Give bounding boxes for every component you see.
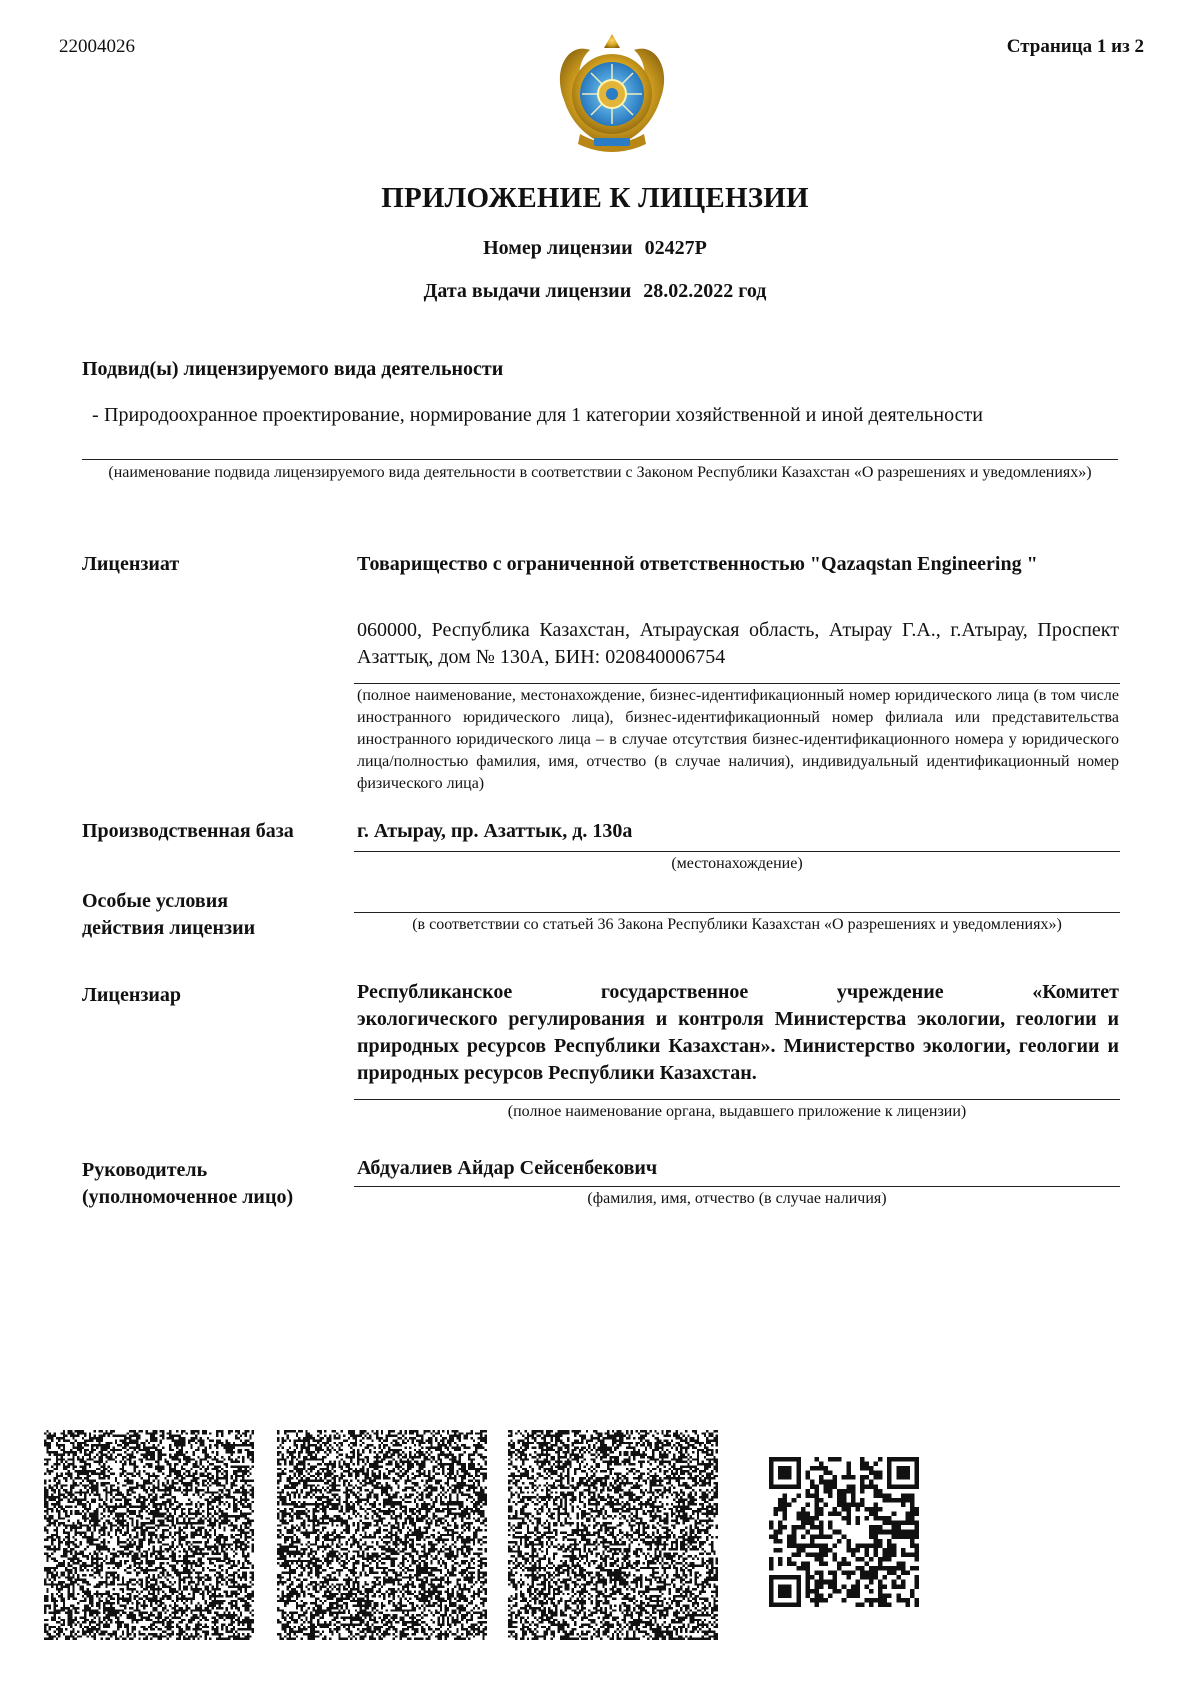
production-base-underline bbox=[354, 851, 1120, 852]
head-label bbox=[82, 1157, 293, 1211]
production-base-label: Производственная база bbox=[82, 820, 294, 842]
licensor-line1: Республиканское государственное учреждение «Комитет bbox=[357, 981, 1119, 1003]
licensee-label: Лицензиат bbox=[82, 553, 180, 575]
qr-code-icon bbox=[769, 1457, 919, 1607]
license-date-label: Дата выдачи лицензии bbox=[423, 280, 632, 302]
subtype-caption: (наименование подвида лицензируемого вида деятельности в соответствии с Законом Республики Казахстан «О разрешениях и уведомлениях») bbox=[108, 464, 1092, 481]
head-label-line1: Руководитель bbox=[82, 1159, 208, 1181]
licensee-address: 060000, Республика Казахстан, Атырауская область, Атырау Г.А., г.Атырау, Проспект Азаттық, дом № 130А, БИН: 020840006754 bbox=[357, 619, 1119, 668]
licensor-caption: (полное наименование органа, выдавшего приложение к лицензии) bbox=[507, 1103, 967, 1120]
kazakhstan-state-emblem-icon bbox=[550, 30, 674, 162]
license-date-row bbox=[0, 280, 1190, 303]
subtype-text: Природоохранное проектирование, нормирование для 1 категории хозяйственной и иной деятельности bbox=[104, 404, 983, 426]
special-conditions-caption: (в соответствии со статьей 36 Закона Республики Казахстан «О разрешениях и уведомлениях») bbox=[412, 916, 1062, 933]
licensee-caption: (полное наименование, местонахождение, бизнес-идентификационный номер юридического лица (в том числе иностранного юридического лица), бизнес-идентификационный номер филиала или представительства иностранного юридического лица – в случае отсутствия бизнес-идентификационного номера у юридического лица/полностью фамилия, имя, отчество (в случае наличия), индивидуальный идентификационный номер физического лица) bbox=[357, 687, 1119, 792]
subtype-dash: - bbox=[92, 404, 99, 426]
production-base-caption: (местонахождение) bbox=[671, 855, 803, 872]
qr-code-icon bbox=[277, 1430, 487, 1640]
special-conditions-underline bbox=[354, 912, 1120, 913]
subtype-heading: Подвид(ы) лицензируемого вида деятельности bbox=[82, 358, 504, 380]
production-base-value: г. Атырау, пр. Азаттык, д. 130а bbox=[357, 820, 633, 842]
license-number-label: Номер лицензии bbox=[483, 237, 633, 259]
document-number: 22004026 bbox=[59, 36, 135, 57]
page-indicator: Страница 1 из 2 bbox=[1006, 36, 1144, 57]
qr-code-icon bbox=[508, 1430, 718, 1640]
head-value: Абдуалиев Айдар Сейсенбекович bbox=[357, 1157, 658, 1179]
licensor-underline bbox=[354, 1099, 1120, 1100]
license-number-row bbox=[0, 237, 1190, 260]
subtype-underline bbox=[82, 459, 1118, 460]
license-number-value: 02427P bbox=[644, 237, 707, 259]
special-conditions-label bbox=[82, 888, 255, 942]
subtype-value bbox=[94, 402, 994, 429]
licensor-rest: экологического регулирования и контроля Министерства экологии, геологии и природных ресурсов Республики Казахстан». Министерство экологии, геологии и природных ресурсов Республики Казахстан. bbox=[357, 1008, 1119, 1084]
special-conditions-label-line1: Особые условия bbox=[82, 890, 229, 912]
special-conditions-label-line2: действия лицензии bbox=[82, 917, 256, 939]
licensor-label: Лицензиар bbox=[82, 984, 182, 1006]
head-label-line2: (уполномоченное лицо) bbox=[82, 1186, 294, 1208]
licensee-name: Товарищество с ограниченной ответственностью "Qazaqstan Engineering " bbox=[357, 553, 1038, 575]
head-caption: (фамилия, имя, отчество (в случае наличия) bbox=[587, 1190, 887, 1207]
license-date-value: 28.02.2022 год bbox=[643, 280, 767, 302]
qr-code-icon bbox=[44, 1430, 254, 1640]
document-title: ПРИЛОЖЕНИЕ К ЛИЦЕНЗИИ bbox=[381, 182, 809, 214]
head-underline bbox=[354, 1186, 1120, 1187]
licensee-underline bbox=[354, 683, 1120, 684]
